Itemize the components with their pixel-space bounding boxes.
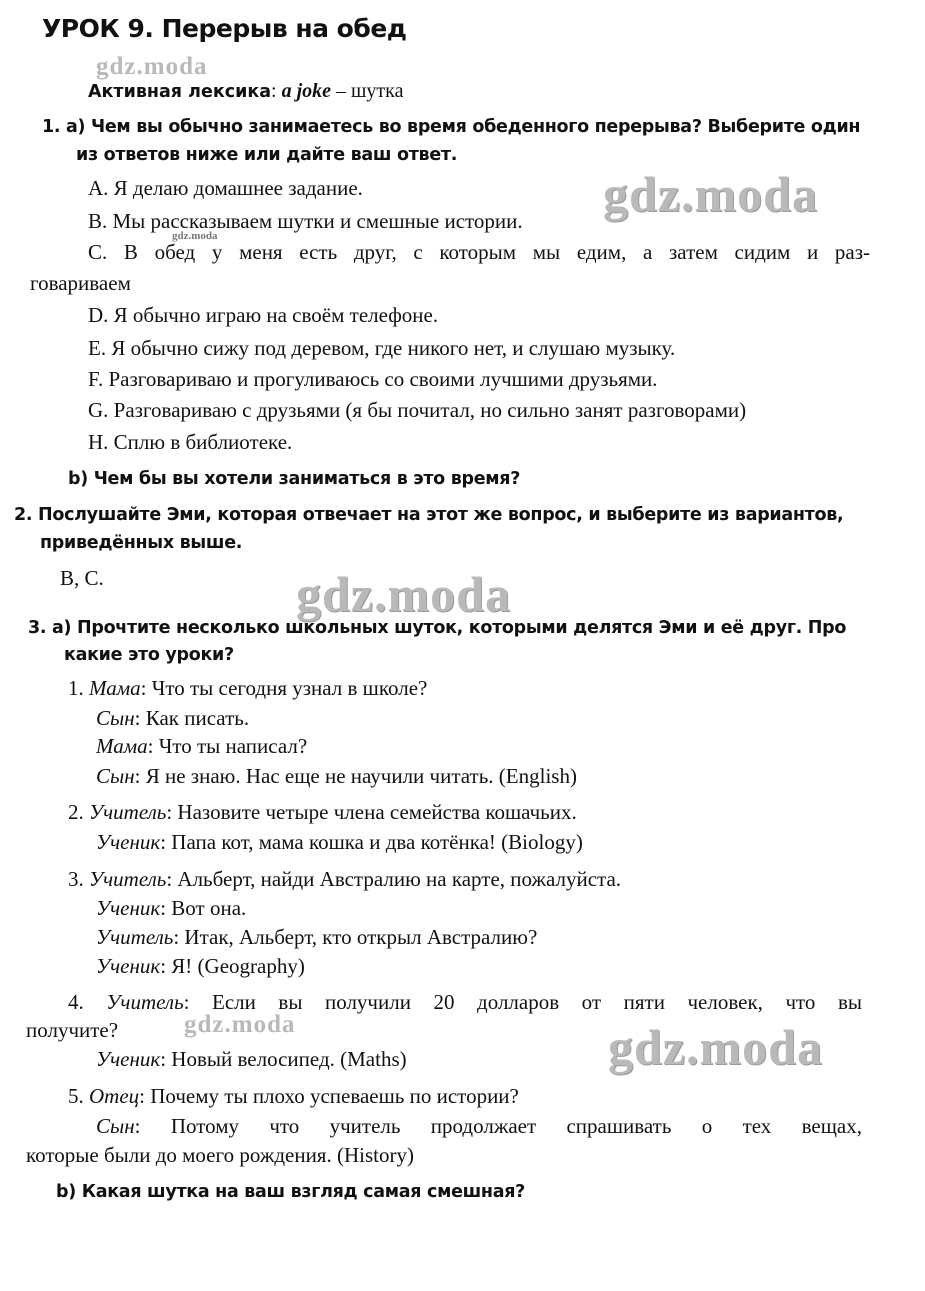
option-c-line2: говариваем <box>30 271 131 295</box>
option-d: D. Я обычно играю на своём телефоне. <box>88 303 439 327</box>
joke3-number: 3. <box>68 867 84 891</box>
joke1-line4 <box>96 764 577 789</box>
speech: : Новый велосипед. (Maths) <box>160 1047 407 1071</box>
speaker: Сын <box>96 1114 135 1138</box>
speaker: Отец <box>89 1084 140 1108</box>
vocab-word: a joke <box>281 80 332 102</box>
speaker: Мама <box>89 676 141 700</box>
joke1-line2 <box>96 706 249 731</box>
option-c-line1: C. В обед у меня есть друг, с которым мы едим, а затем сидим и раз- <box>88 240 870 264</box>
active-vocabulary <box>88 80 403 103</box>
speech: : Назовите четыре члена семейства кошачьих. <box>166 800 577 824</box>
joke5-line1 <box>68 1084 519 1109</box>
task1-b: b) Чем бы вы хотели заниматься в это время? <box>68 469 521 489</box>
speaker: Учитель <box>89 867 167 891</box>
task2-line1: 2. Послушайте Эми, которая отвечает на этот же вопрос, и выберите из вариантов, <box>14 505 844 525</box>
speech: : Итак, Альберт, кто открыл Австралию? <box>173 925 538 949</box>
joke5-line2 <box>96 1114 862 1139</box>
speaker: Сын <box>96 764 135 788</box>
watermark: gdz.moda <box>96 53 208 80</box>
watermark: gdz.moda <box>608 1019 823 1075</box>
watermark: gdz.moda <box>296 566 511 622</box>
speech: : Я не знаю. Нас еще не научили читать. (English) <box>134 764 577 788</box>
joke1-line3 <box>96 734 307 759</box>
joke5-line2-cont: которые были до моего рождения. (History) <box>26 1143 414 1167</box>
joke1-line1 <box>68 676 427 701</box>
task2-line2: приведённых выше. <box>40 533 243 553</box>
vocab-label: Активная лексика <box>88 82 272 102</box>
speech: : Как писать. <box>134 706 250 730</box>
joke1-number: 1. <box>68 676 84 700</box>
joke4-line1-cont: получите? <box>26 1018 119 1042</box>
speaker: Ученик <box>96 896 161 920</box>
joke2-line2 <box>96 830 583 855</box>
lesson-title: УРОК 9. Перерыв на обед <box>42 14 407 43</box>
speaker: Сын <box>96 706 135 730</box>
watermark: gdz.moda <box>184 1011 296 1038</box>
speaker: Ученик <box>96 830 161 854</box>
task1-a-line1: 1. a) Чем вы обычно занимаетесь во время обеденного перерыва? Выберите один <box>42 117 861 137</box>
speech: : Я! (Geography) <box>160 954 305 978</box>
speech: : Вот она. <box>160 896 247 920</box>
task3-a-line2: какие это уроки? <box>64 645 234 665</box>
speaker: Учитель <box>96 925 174 949</box>
joke4-number: 4. <box>68 990 84 1014</box>
option-h: H. Сплю в библиотеке. <box>88 430 293 454</box>
speech: : Почему ты плохо успеваешь по истории? <box>139 1084 519 1108</box>
speaker: Мама <box>96 734 148 758</box>
joke2-number: 2. <box>68 800 84 824</box>
option-f: F. Разговариваю и прогуливаюсь со своими лучшими друзьями. <box>88 367 658 391</box>
joke3-line3 <box>96 925 537 950</box>
speech: : Если вы получили 20 долларов от пяти человек, что вы <box>183 990 862 1014</box>
watermark: gdz.moda <box>603 166 818 222</box>
speaker: Учитель <box>106 990 184 1014</box>
speaker: Ученик <box>96 954 161 978</box>
option-e: E. Я обычно сижу под деревом, где никого нет, и слушаю музыку. <box>88 336 676 360</box>
speech: : Потому что учитель продолжает спрашивать о тех вещах, <box>134 1114 862 1138</box>
joke5-number: 5. <box>68 1084 84 1108</box>
watermark: gdz.moda <box>172 230 218 242</box>
speech: : Что ты написал? <box>147 734 308 758</box>
option-a: A. Я делаю домашнее задание. <box>88 176 363 200</box>
vocab-translation: – шутка <box>336 80 404 102</box>
joke2-line1 <box>68 800 577 825</box>
task3-a-line1: 3. a) Прочтите несколько школьных шуток, которыми делятся Эми и её друг. Про <box>28 618 847 638</box>
option-g: G. Разговариваю с друзьями (я бы почитал, но сильно занят разговорами) <box>88 398 747 422</box>
task3-b: b) Какая шутка на ваш взгляд самая смешная? <box>56 1182 526 1202</box>
joke3-line2 <box>96 896 246 921</box>
speaker: Учитель <box>89 800 167 824</box>
vocab-colon: : <box>271 80 277 102</box>
speaker: Ученик <box>96 1047 161 1071</box>
speech: : Альберт, найди Австралию на карте, пожалуйста. <box>166 867 622 891</box>
task1-a-line2: из ответов ниже или дайте ваш ответ. <box>76 145 458 165</box>
joke4-line2 <box>96 1047 407 1072</box>
joke3-line4 <box>96 954 305 979</box>
joke3-line1 <box>68 867 621 892</box>
task2-answer: B, C. <box>60 566 104 590</box>
option-b: B. Мы рассказываем шутки и смешные истории. <box>88 209 523 233</box>
speech: : Папа кот, мама кошка и два котёнка! (Biology) <box>160 830 583 854</box>
speech: : Что ты сегодня узнал в школе? <box>140 676 428 700</box>
